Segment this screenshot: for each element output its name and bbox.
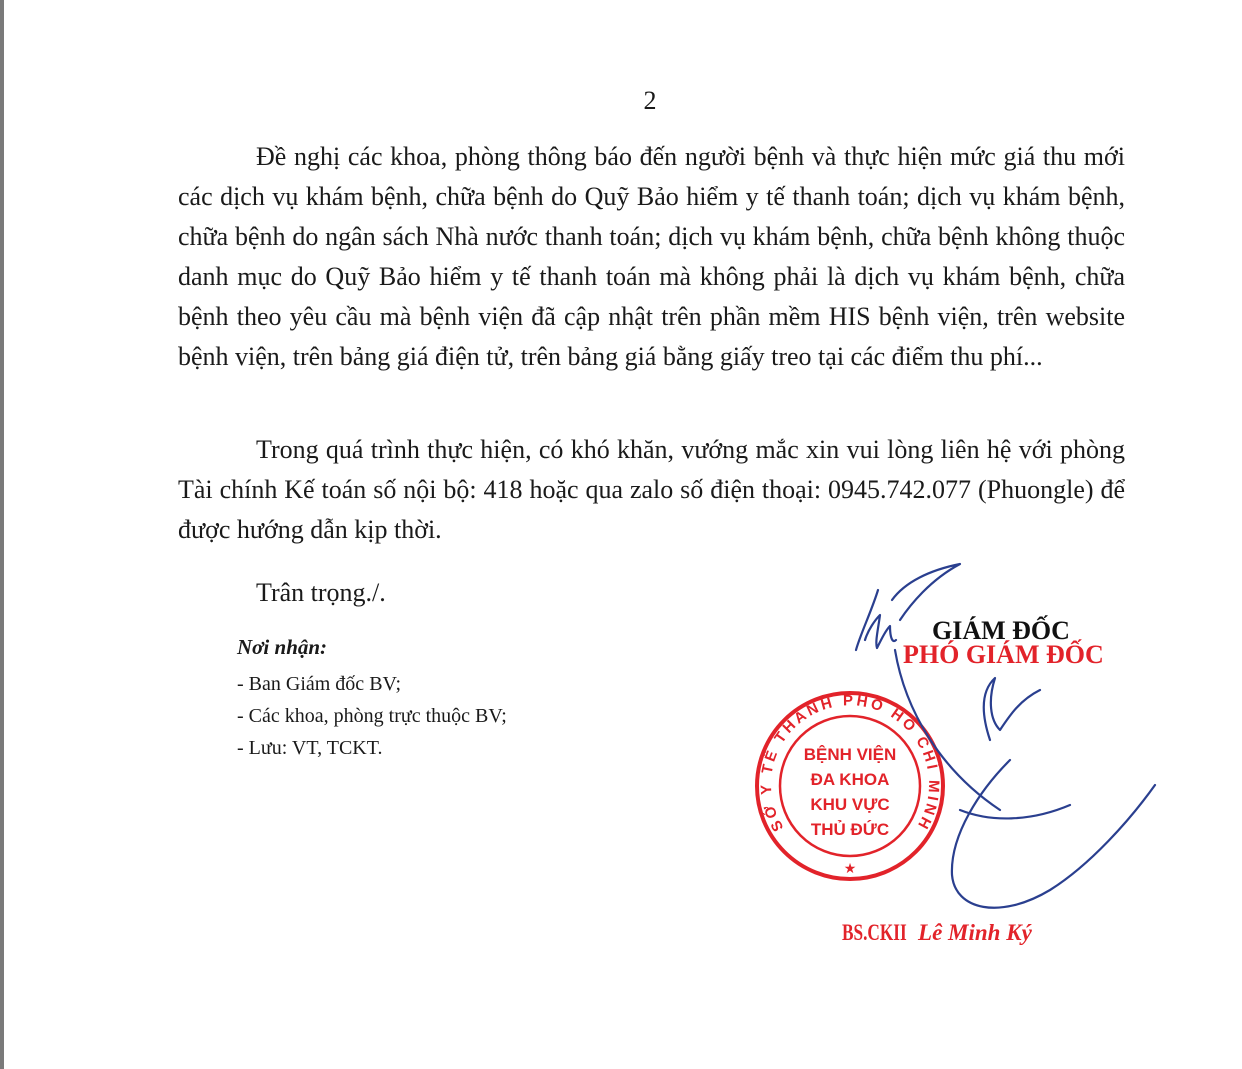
page-number: 2 xyxy=(643,86,657,115)
signer-name-block xyxy=(842,920,1032,946)
body-paragraph-2: Trong quá trình thực hiện, có khó khăn, vướng mắc xin vui lòng liên hệ với phòng Tài chính Kế toán số nội bộ: 418 hoặc qua zalo số điện thoại: 0945.742.077 (Phuongle) để được hướng dẫn kịp thời. xyxy=(178,435,1125,544)
recipients-title: Nơi nhận: xyxy=(237,635,328,659)
handwritten-signature xyxy=(830,560,1160,940)
signer-name: Lê Minh Ký xyxy=(918,920,1032,945)
recipient-item: - Các khoa, phòng trực thuộc BV; xyxy=(237,705,507,727)
recipients-list xyxy=(237,668,507,764)
signature-deputy-title: PHÓ GIÁM ĐỐC xyxy=(903,640,1104,669)
page-edge xyxy=(0,0,4,1069)
stamp-line: BỆNH VIỆN xyxy=(803,745,897,764)
stamp-line: THỦ ĐỨC xyxy=(810,820,890,839)
stamp-line: KHU VỰC xyxy=(810,795,890,814)
recipients-block xyxy=(237,632,507,764)
svg-text:★: ★ xyxy=(843,862,857,877)
body-paragraph-1: Đề nghị các khoa, phòng thông báo đến người bệnh và thực hiện mức giá thu mới các dịch vụ khám bệnh, chữa bệnh do Quỹ Bảo hiểm y tế thanh toán; dịch vụ khám bệnh, chữa bệnh do ngân sách Nhà nước thanh toán; dịch vụ khám bệnh, chữa bệnh không thuộc danh mục do Quỹ Bảo hiểm y tế thanh toán mà không phải là dịch vụ khám bệnh, chữa bệnh theo yêu cầu mà bệnh viện đã cập nhật trên phần mềm HIS bệnh viện, trên website bệnh viện, trên bảng giá điện tử, trên bảng giá bằng giấy treo tại các điểm thu phí... xyxy=(178,142,1125,371)
stamp-line: ĐA KHOA xyxy=(810,770,890,789)
signature-title: GIÁM ĐỐC xyxy=(932,616,1070,645)
recipient-item: - Ban Giám đốc BV; xyxy=(237,673,402,695)
closing-greeting: Trân trọng./. xyxy=(256,578,386,607)
recipient-item: - Lưu: VT, TCKT. xyxy=(237,737,383,759)
signer-degree: BS.CKII xyxy=(842,920,907,945)
stamp-ring-text: SỞ Y TẾ THÀNH PHỐ HỒ CHÍ MINH xyxy=(757,692,943,835)
